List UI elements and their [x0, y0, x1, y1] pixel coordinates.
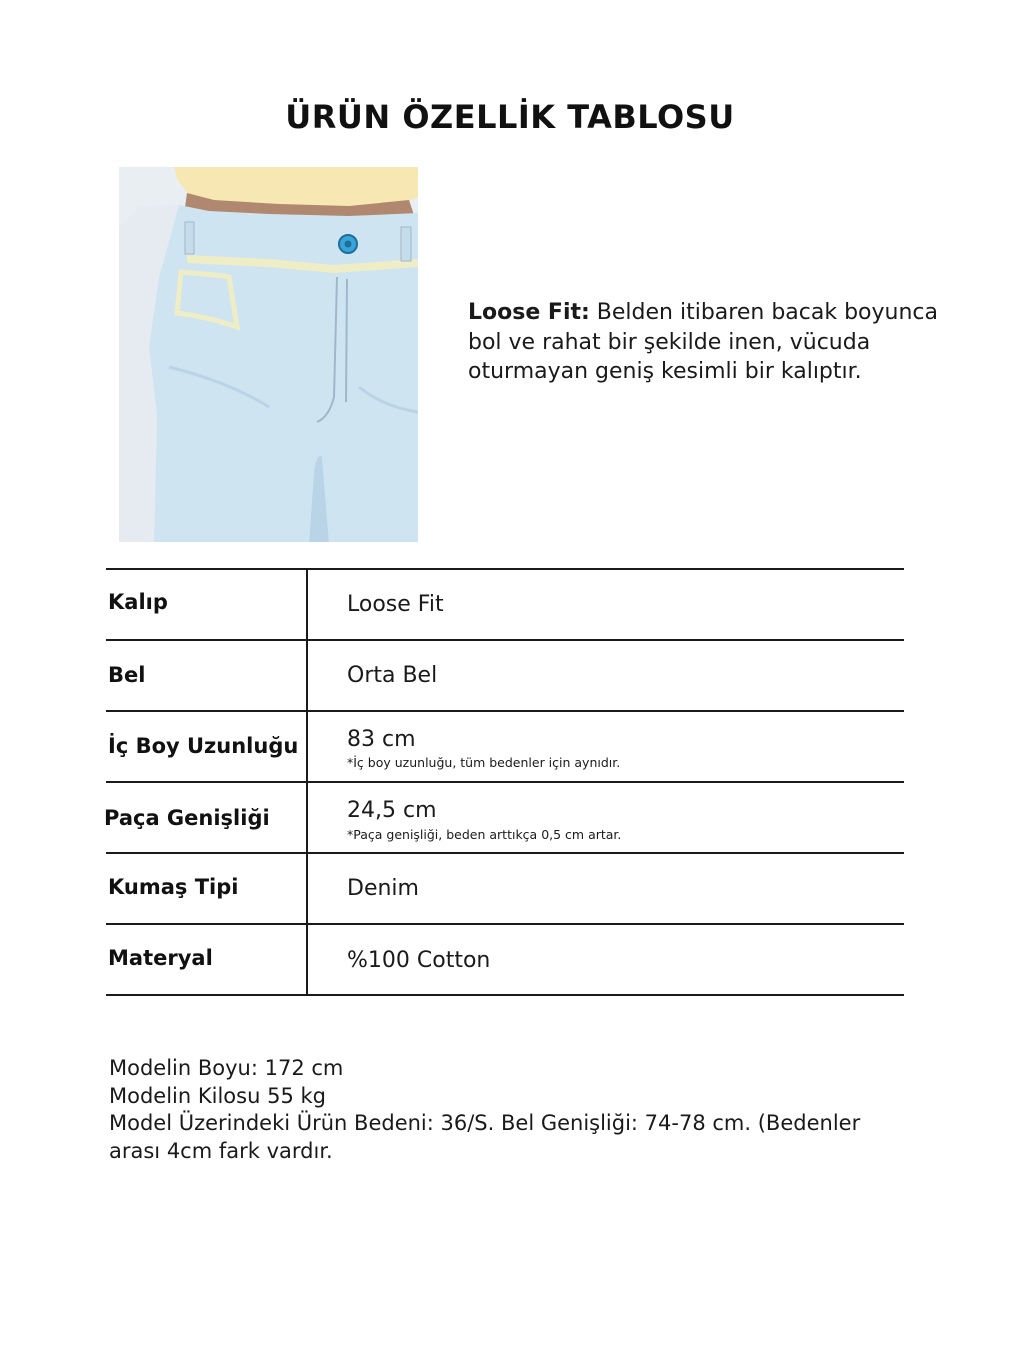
- fit-description: [468, 298, 938, 387]
- column-divider: [306, 712, 308, 781]
- spec-value: Orta Bel: [347, 663, 438, 688]
- spec-note: *İç boy uzunluğu, tüm bedenler için aynıdır.: [347, 755, 621, 770]
- fit-description-text: Belden itibaren bacak boyunca bol ve rahat bir şekilde inen, vücuda oturmayan geniş kesimli bir kalıptır.: [468, 300, 938, 384]
- spec-row-kalip: [106, 568, 904, 641]
- column-divider: [306, 854, 308, 923]
- spec-label: İç Boy Uzunluğu: [108, 734, 299, 758]
- spec-label: Paça Genişliği: [104, 806, 270, 830]
- model-size-line-2: arası 4cm fark vardır.: [109, 1138, 333, 1163]
- spec-value: 83 cm: [347, 727, 416, 752]
- column-divider: [306, 783, 308, 852]
- page-title: ÜRÜN ÖZELLİK TABLOSU: [285, 98, 735, 136]
- spec-label: Kumaş Tipi: [108, 875, 239, 899]
- spec-row-materyal: [106, 925, 904, 996]
- spec-row-paca: [106, 783, 904, 854]
- column-divider: [306, 641, 308, 710]
- spec-value: %100 Cotton: [347, 948, 491, 973]
- column-divider: [306, 925, 308, 994]
- spec-row-bel: [106, 641, 904, 712]
- product-photo: [119, 167, 418, 542]
- fit-description-label: Loose Fit:: [468, 300, 590, 325]
- model-size-line-1: Model Üzerindeki Ürün Bedeni: 36/S. Bel Genişliği: 74-78 cm. (Bedenler: [109, 1111, 861, 1135]
- spec-table: [106, 568, 904, 996]
- jeans-illustration: [119, 167, 418, 542]
- spec-row-ic-boy: [106, 712, 904, 783]
- spec-value: Denim: [347, 876, 419, 901]
- spec-label: Materyal: [108, 946, 213, 970]
- spec-label: Bel: [108, 663, 146, 687]
- column-divider: [306, 570, 308, 639]
- model-weight: Modelin Kilosu 55 kg: [109, 1083, 326, 1108]
- spec-value: Loose Fit: [347, 592, 444, 617]
- model-height: Modelin Boyu: 172 cm: [109, 1056, 344, 1080]
- spec-row-kumas: [106, 854, 904, 925]
- spec-label: Kalıp: [108, 590, 168, 614]
- model-info: [109, 1055, 909, 1165]
- spec-note: *Paça genişliği, beden arttıkça 0,5 cm artar.: [347, 827, 622, 842]
- spec-value: 24,5 cm: [347, 798, 437, 823]
